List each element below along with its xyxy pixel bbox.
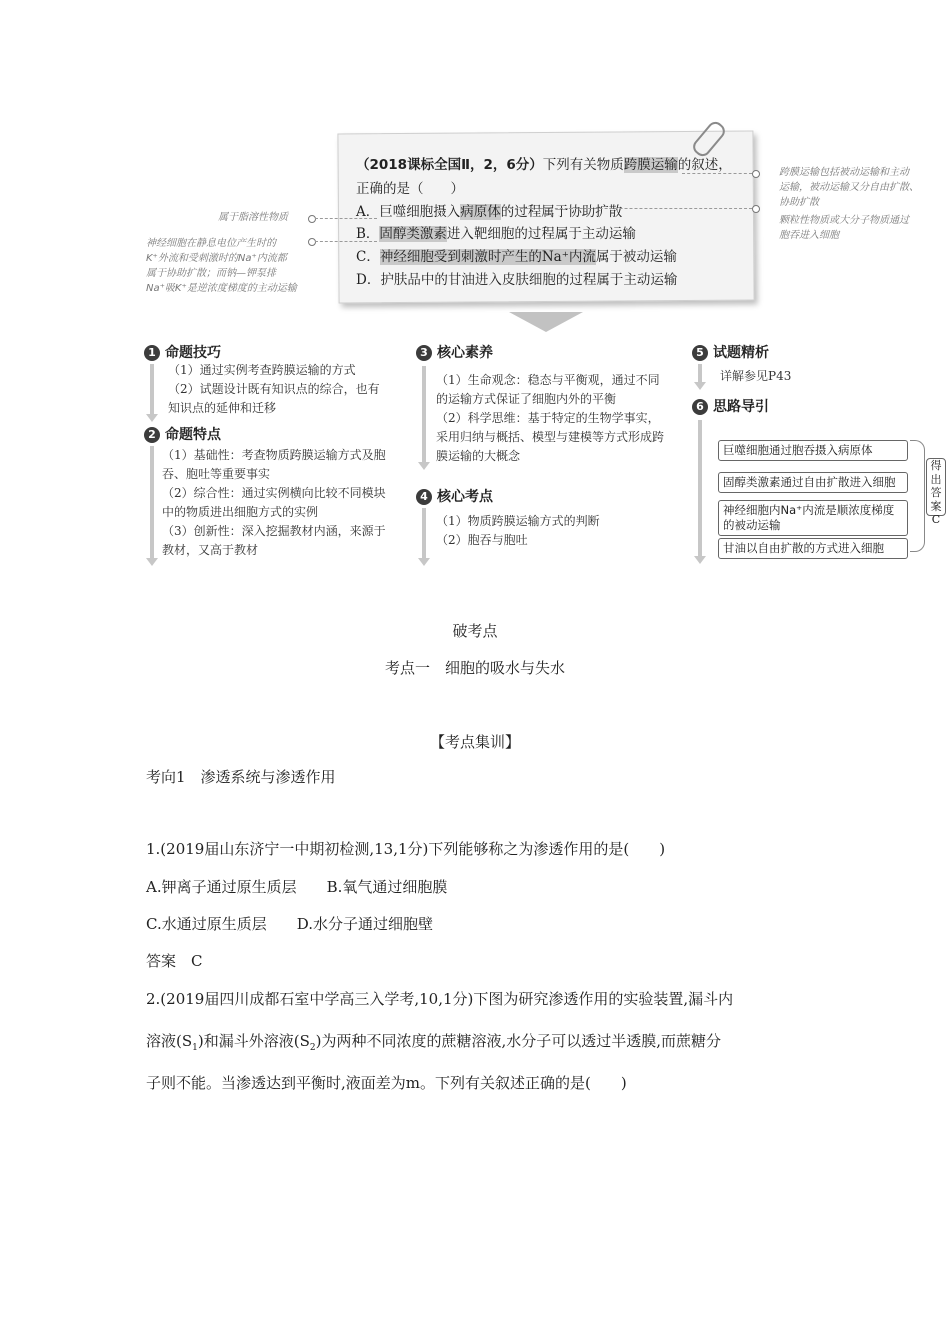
note-right-2: 颗粒性物质或大分子物质通过 胞吞进入细胞 (779, 215, 909, 241)
highlight: 跨膜运输 (623, 157, 678, 173)
option-a: A．巨噬细胞摄入病原体的过程属于协助扩散 (356, 204, 623, 220)
number-badge: 3 (416, 345, 432, 361)
option-d: D．护肤品中的甘油进入皮肤细胞的过程属于主动运输 (356, 272, 678, 288)
section-arrow (422, 366, 426, 462)
note-dot-icon (308, 215, 316, 223)
note-connector (315, 218, 377, 219)
section-arrow (422, 508, 426, 558)
section-3-text: （1）生命观念：稳态与平衡观，通过不同 的运输方式保证了细胞内外的平衡 （2）科学思维：基于特定的生物学事实， 采用归纳与概括、模型与建模等方式形成跨 膜运输的大概念 (436, 373, 665, 463)
q2-line3: 子则不能。当渗透达到平衡时,液面差为m。下列有关叙述正确的是( ) (146, 1074, 627, 1092)
section-5-title: 5 试题精析 (692, 342, 769, 362)
question-stem-line2: 正确的是（ ） (356, 181, 464, 197)
section-1-title: 1 命题技巧 (144, 342, 221, 362)
down-arrow-icon (509, 312, 583, 332)
section-4-title: 4 核心考点 (416, 486, 493, 506)
number-badge: 4 (416, 489, 432, 505)
section-arrow (150, 446, 154, 558)
q2-line2: 溶液$(S_1)$和漏斗外溶液$(S_2)$为两种不同浓度的蔗糖溶液,水分子可以透过半透膜,而蔗糖分 (146, 1032, 721, 1053)
guide-box-4: 甘油以自由扩散的方式进入细胞 (718, 538, 908, 559)
note-left-2: 神经细胞在静息电位产生时的 K⁺外流和受刺激时的Na⁺内流都 属于协助扩散；而钠—钾泵排 Na⁺吸K⁺是逆浓度梯度的主动运输 (146, 238, 297, 294)
answer-box: 得 出 答 案 C (926, 458, 946, 516)
highlight: 病原体 (460, 204, 501, 220)
number-badge: 6 (692, 399, 708, 415)
note-dot-icon (752, 170, 760, 178)
section-5-text: 详解参见P43 (720, 369, 792, 383)
section-arrow (698, 420, 702, 556)
guide-box-3: 神经细胞内Na⁺内流是顺浓度梯度的被动运输 (718, 500, 908, 536)
number-badge: 5 (692, 345, 708, 361)
question-source: （2018课标全国Ⅱ，2，6分） (356, 157, 543, 173)
note-connector (315, 241, 377, 242)
highlight: 神经细胞受到刺激时产生的Na⁺内流 (379, 249, 596, 265)
note-dot-icon (308, 238, 316, 246)
section-arrow (698, 364, 702, 382)
q2-line1: 2.(2019届四川成都石室中学高三入学考,10,1分)下图为研究渗透作用的实验装置,漏斗内 (146, 990, 734, 1008)
heading-jixun: 【考点集训】 (429, 733, 520, 751)
section-1-text: （1）通过实例考查跨膜运输的方式 （2）试题设计既有知识点的综合，也有 知识点的延伸和迁移 (168, 363, 380, 415)
q1-options-ab: A.钾离子通过原生质层 B.氧气通过细胞膜 (146, 878, 448, 896)
option-c: C．神经细胞受到刺激时产生的Na⁺内流属于被动运输 (356, 249, 677, 265)
q1-answer: 答案 C (146, 952, 203, 970)
guide-brace (910, 440, 925, 552)
section-arrow (150, 364, 154, 414)
note-dot-icon (752, 205, 760, 213)
option-b: B．固醇类激素进入靶细胞的过程属于主动运输 (356, 226, 636, 242)
note-connector (510, 208, 752, 209)
guide-box-2: 固醇类激素通过自由扩散进入细胞 (718, 472, 908, 493)
guide-box-1: 巨噬细胞通过胞吞摄入病原体 (718, 440, 908, 461)
note-right-1: 跨膜运输包括被动运输和主动 运输，被动运输又分自由扩散、 协助扩散 (779, 167, 919, 208)
section-3-title: 3 核心素养 (416, 342, 493, 362)
q1-options-cd: C.水通过原生质层 D.水分子通过细胞壁 (146, 915, 433, 933)
section-2-title: 2 命题特点 (144, 424, 221, 444)
highlight: 固醇类激素 (379, 226, 447, 242)
number-badge: 2 (144, 427, 160, 443)
note-left-1: 属于脂溶性物质 (218, 212, 288, 223)
q1-stem: 1.(2019届山东济宁一中期初检测,13,1分)下列能够称之为渗透作用的是( ) (146, 840, 666, 858)
heading-kaodian-1: 考点一 细胞的吸水与失水 (384, 659, 565, 677)
section-6-title: 6 思路导引 (692, 396, 769, 416)
question-stem: （2018课标全国Ⅱ，2，6分）下列有关物质跨膜运输的叙述， (356, 157, 732, 173)
section-2-text: （1）基础性：考查物质跨膜运输方式及胞 吞、胞吐等重要事实 （2）综合性：通过实例横向比较不同模块 中的物质进出细胞方式的实例 （3）创新性：深入挖掘教材内涵，来源于 教材，又高于教材 (162, 448, 386, 557)
direction-1: 考向1 渗透系统与渗透作用 (146, 768, 336, 786)
section-4-text: （1）物质跨膜运输方式的判断 （2）胞吞与胞吐 (436, 514, 600, 547)
heading-po-kaodian: 破考点 (452, 622, 498, 640)
note-connector (682, 173, 752, 174)
number-badge: 1 (144, 345, 160, 361)
